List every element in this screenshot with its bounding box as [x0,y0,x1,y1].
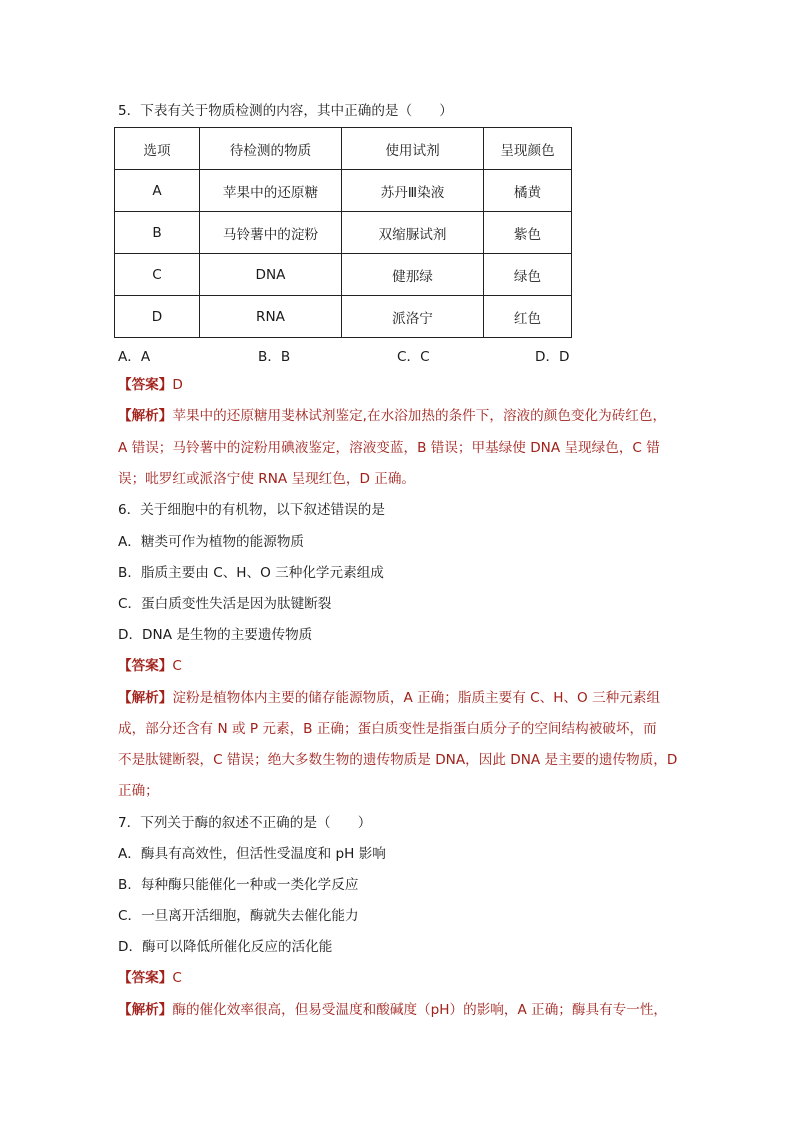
q6-analysis-line-2: 成，部分还含有 N 或 P 元素，B 正确；蛋白质变性是指蛋白质分子的空间结构被破坏，而 [118,721,657,737]
q5-analysis-line-3: 误；吡罗红或派洛宁使 RNA 呈现红色，D 正确。 [118,471,416,487]
q5-title: 5．下表有关于物质检测的内容，其中正确的是（ ） [118,103,453,119]
q5-option-a: A．A [118,349,151,365]
table-header-cell: 选项 [115,128,200,170]
q6-option-c: C．蛋白质变性失活是因为肽键断裂 [118,596,332,612]
table-header-cell: 呈现颜色 [484,128,572,170]
answer-tag: 【答案】 [118,658,173,674]
q7-option-b: B．每种酶只能催化一种或一类化学反应 [118,877,359,893]
table-header-cell: 使用试剂 [342,128,484,170]
q5-option-b: B．B [258,349,291,365]
table-cell: 苏丹Ⅲ染液 [342,170,484,212]
table-cell: 紫色 [484,212,572,254]
answer-tag: 【答案】 [118,970,173,986]
q6-answer [118,656,182,676]
analysis-text: 酶的催化效率很高，但易受温度和酸碱度（pH）的影响，A 正确；酶具有专一性， [172,1002,668,1018]
analysis-tag: 【解析】 [118,690,173,706]
q7-answer [118,968,182,988]
q5-options [0,345,794,365]
table-cell: 双缩脲试剂 [342,212,484,254]
table-cell: RNA [200,296,342,338]
analysis-tag: 【解析】 [118,408,173,424]
answer-value: C [172,970,182,986]
analysis-text: 淀粉是植物体内主要的储存能源物质，A 正确；脂质主要有 C、H、O 三种元素组 [172,690,661,706]
table-cell: C [115,254,200,296]
table-row [115,212,572,254]
answer-value: C [172,658,182,674]
answer-tag: 【答案】 [118,377,173,393]
q5-analysis-line-1 [118,406,666,426]
q6-analysis-line-3: 不是肽键断裂，C 错误；绝大多数生物的遗传物质是 DNA，因此 DNA 是主要的遗传物质，D [118,752,678,768]
table-row [115,296,572,338]
table-cell: DNA [200,254,342,296]
table-cell: B [115,212,200,254]
table-cell: A [115,170,200,212]
table-header-row [115,128,572,170]
q6-option-a: A．糖类可作为植物的能源物质 [118,534,305,550]
q5-answer [118,375,183,395]
analysis-text: 苹果中的还原糖用斐林试剂鉴定,在水浴加热的条件下，溶液的颜色变化为砖红色， [172,408,667,424]
q5-option-d: D．D [535,349,570,365]
table-row [115,170,572,212]
table-cell: 马铃薯中的淀粉 [200,212,342,254]
q7-option-c: C．一旦离开活细胞，酶就失去催化能力 [118,908,359,924]
q5-analysis-line-2: A 错误；马铃薯中的淀粉用碘液鉴定，溶液变蓝，B 错误；甲基绿使 DNA 呈现绿色，C 错 [118,440,660,456]
table-cell: 橘黄 [484,170,572,212]
detection-table [114,127,572,338]
q5-option-c: C．C [397,349,430,365]
table-cell: 绿色 [484,254,572,296]
table-cell: 红色 [484,296,572,338]
q6-title: 6．关于细胞中的有机物，以下叙述错误的是 [118,502,385,518]
table-cell: 苹果中的还原糖 [200,170,342,212]
q7-option-a: A．酶具有高效性，但活性受温度和 pH 影响 [118,846,386,862]
q6-analysis-line-4: 正确； [118,783,159,799]
table-cell: D [115,296,200,338]
answer-value: D [172,377,183,393]
q7-option-d: D．酶可以降低所催化反应的活化能 [118,939,333,955]
table-cell: 健那绿 [342,254,484,296]
q7-title: 7．下列关于酶的叙述不正确的是（ ） [118,815,372,831]
q6-option-d: D．DNA 是生物的主要遗传物质 [118,627,313,643]
q6-option-b: B．脂质主要由 C、H、O 三种化学元素组成 [118,565,384,581]
q6-analysis-line-1 [118,688,660,708]
table-header-cell: 待检测的物质 [200,128,342,170]
table-row [115,254,572,296]
analysis-tag: 【解析】 [118,1002,173,1018]
table-cell: 派洛宁 [342,296,484,338]
q7-analysis-line-1 [118,1000,667,1020]
